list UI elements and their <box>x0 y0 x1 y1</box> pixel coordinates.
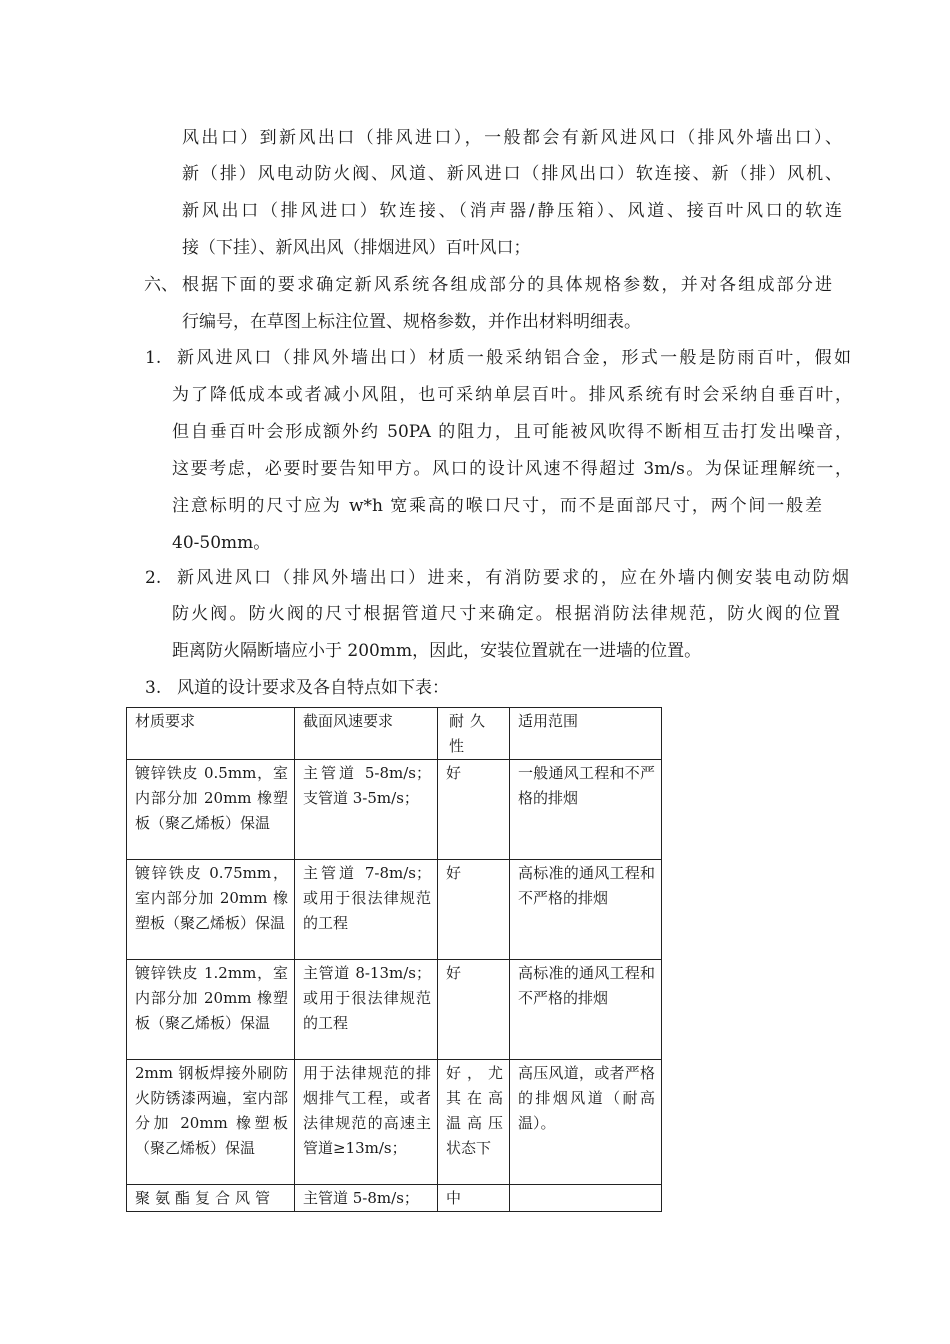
section-six-number: 六、 <box>144 275 178 295</box>
row-3-material: 镀锌铁皮 1.2mm，室内部分加 20mm 橡塑板（聚乙烯板）保温 <box>127 960 295 1060</box>
row-1-scope: 一般通风工程和不严格的排烟 <box>510 760 662 860</box>
header-scope: 适用范围 <box>510 708 662 760</box>
header-material: 材质要求 <box>127 708 295 760</box>
row-1-material: 镀锌铁皮 0.5mm，室内部分加 20mm 橡塑板（聚乙烯板）保温 <box>127 760 295 860</box>
row-2-scope: 高标准的通风工程和不严格的排烟 <box>510 860 662 960</box>
header-velocity: 截面风速要求 <box>295 708 438 760</box>
item-1-line-1: 新风进风口（排风外墙出口）材质一般采纳铝合金，形式一般是防雨百叶，假如 <box>177 348 851 368</box>
intro-line-4: 接（下挂）、新风出风（排烟进风）百叶风口； <box>182 238 531 258</box>
intro-line-1: 风出口）到新风出口（排风进口），一般都会有新风进风口（排风外墙出口）、 <box>182 128 842 148</box>
item-3-line-1: 风道的设计要求及各自特点如下表： <box>177 678 449 698</box>
row-5-velocity: 主管道 5-8m/s； <box>295 1185 438 1212</box>
row-4-velocity: 用于法律规范的排烟排气工程，或者法律规范的高速主管道≥13m/s； <box>295 1060 438 1185</box>
row-5-material-text: 聚氨酯复合风管 <box>135 1189 276 1207</box>
row-3-velocity: 主管道 8-13m/s；或用于很法律规范的工程 <box>295 960 438 1060</box>
header-durability <box>438 708 510 760</box>
row-5-durability: 中 <box>438 1185 510 1212</box>
item-1-line-6: 40-50mm。 <box>172 533 271 553</box>
row-4-material: 2mm 钢板焊接外刷防火防锈漆两遍，室内部分加 20mm 橡塑板（聚乙烯板）保温 <box>127 1060 295 1185</box>
row-4-scope: 高压风道，或者严格的排烟风道（耐高温）。 <box>510 1060 662 1185</box>
item-1-number: 1. <box>145 348 162 368</box>
row-1-velocity: 主管道 5-8m/s；支管道 3-5m/s； <box>295 760 438 860</box>
intro-line-3: 新风出口（排风进口）软连接、（消声器/静压箱）、风道、接百叶风口的软连 <box>182 201 842 221</box>
row-5-scope <box>510 1185 662 1212</box>
item-2-line-2: 防火阀。防火阀的尺寸根据管道尺寸来确定。根据消防法律规范，防火阀的位置 <box>172 604 840 624</box>
section-six-line-2: 行编号，在草图上标注位置、规格参数，并作出材料明细表。 <box>182 312 641 332</box>
table-row <box>127 1185 662 1212</box>
item-3-number: 3. <box>145 678 162 698</box>
table-header-row <box>127 708 662 760</box>
table-row <box>127 860 662 960</box>
item-2-number: 2. <box>145 568 162 588</box>
table-row <box>127 760 662 860</box>
section-six-line-1: 根据下面的要求确定新风系统各组成部分的具体规格参数，并对各组成部分进 <box>182 275 832 295</box>
item-1-line-5: 注意标明的尺寸应为 w*h 宽乘高的喉口尺寸，而不是面部尺寸，两个间一般差 <box>172 496 822 516</box>
item-1-line-4: 这要考虑，必要时要告知甲方。风口的设计风速不得超过 3m/s。为保证理解统一， <box>172 459 852 479</box>
intro-line-2: 新（排）风电动防火阀、风道、新风进口（排风出口）软连接、新（排）风机、 <box>182 164 842 184</box>
header-durability-text: 耐久性 <box>449 712 492 755</box>
item-2-line-1: 新风进风口（排风外墙出口）进来，有消防要求的，应在外墙内侧安装电动防烟 <box>177 568 849 588</box>
row-5-material <box>127 1185 295 1212</box>
duct-spec-table <box>126 707 662 1212</box>
row-2-material: 镀锌铁皮 0.75mm，室内部分加 20mm 橡塑板（聚乙烯板）保温 <box>127 860 295 960</box>
item-1-line-3: 但自垂百叶会形成额外约 50PA 的阻力，且可能被风吹得不断相互击打发出噪音， <box>172 422 852 442</box>
item-1-line-2: 为了降低成本或者减小风阻，也可采纳单层百叶。排风系统有时会采纳自垂百叶， <box>172 385 852 405</box>
row-1-durability: 好 <box>438 760 510 860</box>
row-2-velocity: 主管道 7-8m/s；或用于很法律规范的工程 <box>295 860 438 960</box>
table-row <box>127 1060 662 1185</box>
row-4-durability: 好，尤其在高温高压状态下 <box>438 1060 510 1185</box>
item-2-line-3: 距离防火隔断墙应小于 200mm，因此，安装位置就在一进墙的位置。 <box>172 641 702 661</box>
table-row <box>127 960 662 1060</box>
row-3-scope: 高标准的通风工程和不严格的排烟 <box>510 960 662 1060</box>
row-2-durability: 好 <box>438 860 510 960</box>
row-3-durability: 好 <box>438 960 510 1060</box>
